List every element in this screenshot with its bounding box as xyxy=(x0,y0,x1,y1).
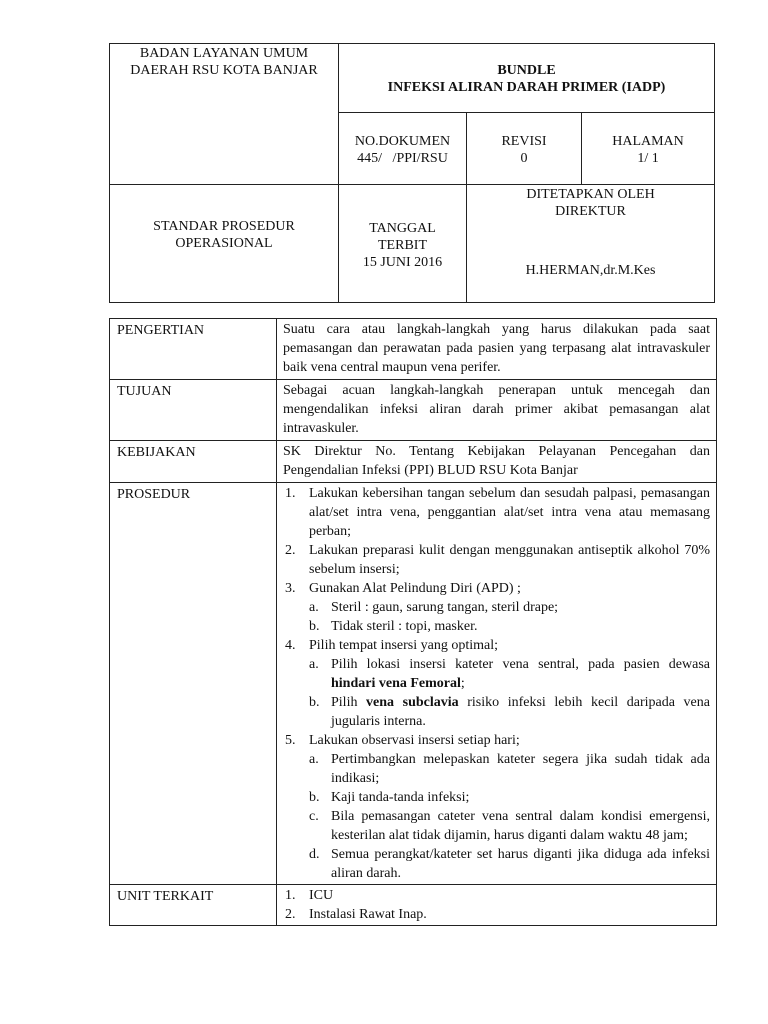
organization-cell xyxy=(110,44,339,185)
sop-content-table xyxy=(109,318,717,926)
table-row xyxy=(110,380,717,441)
sub-step-text-end: risiko infeksi lebih kecil daripada vena jugularis interna. xyxy=(331,695,710,729)
page-number-label: HALAMAN xyxy=(612,134,684,149)
table-row xyxy=(110,319,717,380)
pengertian-label: PENGERTIAN xyxy=(110,319,277,380)
unit-name: Instalasi Rawat Inap. xyxy=(309,907,427,922)
sub-step-text: Semua perangkat/kateter set harus diganti jika diduga ada infeksi aliran darah. xyxy=(331,847,710,881)
sop-title-line1: STANDAR PROSEDUR xyxy=(153,219,295,234)
list-item xyxy=(309,845,710,883)
sop-title-line2: OPERASIONAL xyxy=(175,236,273,251)
organization-name-line2: DAERAH RSU KOTA BANJAR xyxy=(130,63,318,78)
sub-step-letter: c. xyxy=(309,809,319,824)
revision-cell xyxy=(467,113,582,185)
issue-date-label-line1: TANGGAL xyxy=(369,221,436,236)
tujuan-label: TUJUAN xyxy=(110,380,277,441)
unit-number: 1. xyxy=(285,888,296,903)
sub-list xyxy=(309,655,710,731)
list-item xyxy=(309,655,710,693)
step-text: Lakukan kebersihan tangan sebelum dan sesudah palpasi, pemasangan alat/set intra vena, penggantian alat/set intra vena atau memasang perban; xyxy=(309,486,710,539)
step-number: 5. xyxy=(285,733,296,748)
sub-step-text: Pilih xyxy=(331,695,367,710)
document-title-cell xyxy=(339,44,715,113)
sub-step-letter: a. xyxy=(309,657,319,672)
list-item xyxy=(309,807,710,845)
organization-name-line1: BADAN LAYANAN UMUM xyxy=(139,46,309,61)
step-text: Pilih tempat insersi yang optimal; xyxy=(309,638,498,653)
unit-terkait-list-cell xyxy=(277,885,717,926)
kebijakan-label: KEBIJAKAN xyxy=(110,441,277,483)
sub-step-text: Bila pemasangan cateter vena sentral dalam kondisi emergensi, kesterilan alat tidak dijamin, harus diganti dalam waktu 48 jam; xyxy=(331,809,710,843)
document-title-line2: INFEKSI ALIRAN DARAH PRIMER (IADP) xyxy=(387,80,666,95)
signer-name: H.HERMAN,dr.M.Kes xyxy=(525,263,656,278)
table-row xyxy=(110,885,717,926)
issue-date-value: 15 JUNI 2016 xyxy=(362,255,443,270)
sub-step-text: Pertimbangkan melepaskan kateter segera jika sudah tidak ada indikasi; xyxy=(331,752,710,786)
list-item xyxy=(283,484,710,541)
sub-step-text-end: ; xyxy=(460,676,465,691)
prosedur-label: PROSEDUR xyxy=(110,483,277,885)
issue-date-cell xyxy=(339,185,467,303)
page-number-cell xyxy=(582,113,715,185)
document-number-cell xyxy=(339,113,467,185)
approved-by-line2: DIREKTUR xyxy=(555,204,626,219)
list-item xyxy=(283,905,710,924)
step-number: 2. xyxy=(285,543,296,558)
list-item xyxy=(283,541,710,579)
approval-cell xyxy=(467,185,715,303)
step-text: Lakukan observasi insersi setiap hari; xyxy=(309,733,520,748)
prosedur-steps xyxy=(277,483,717,885)
revision-label: REVISI xyxy=(501,134,547,149)
sub-list xyxy=(309,750,710,883)
emphasis-text: hindari vena Femoral xyxy=(331,676,461,691)
sub-step-letter: a. xyxy=(309,752,319,767)
sub-list xyxy=(309,598,710,636)
kebijakan-text: SK Direktur No. Tentang Kebijakan Pelayanan Pencegahan dan Pengendalian Infeksi (PPI) BLUD RSU Kota Banjar xyxy=(277,441,717,483)
list-item xyxy=(309,598,710,617)
step-number: 4. xyxy=(285,638,296,653)
issue-date-label-line2: TERBIT xyxy=(378,238,427,253)
list-item xyxy=(309,617,710,636)
tujuan-text: Sebagai acuan langkah-langkah penerapan untuk mencegah dan mengendalikan infeksi aliran darah primer akibat pemasangan alat intravaskuler. xyxy=(277,380,717,441)
step-text: Gunakan Alat Pelindung Diri (APD) ; xyxy=(309,581,521,596)
step-number: 3. xyxy=(285,581,296,596)
list-item xyxy=(283,886,710,905)
list-item xyxy=(283,579,710,636)
revision-value: 0 xyxy=(520,151,528,166)
sub-step-text: Pilih lokasi insersi kateter vena sentral, pada pasien dewasa xyxy=(331,657,710,672)
sub-step-letter: d. xyxy=(309,847,320,862)
document-title-line1: BUNDLE xyxy=(497,63,556,78)
procedure-list xyxy=(283,484,710,883)
unit-name: ICU xyxy=(309,888,334,903)
table-row xyxy=(110,483,717,885)
sub-step-letter: b. xyxy=(309,695,320,710)
sop-cell xyxy=(110,185,339,303)
list-item xyxy=(309,788,710,807)
sub-step-text: Kaji tanda-tanda infeksi; xyxy=(331,790,470,805)
emphasis-text: vena subclavia xyxy=(366,695,459,710)
list-item xyxy=(283,731,710,883)
sub-step-text: Steril : gaun, sarung tangan, steril drape; xyxy=(331,600,559,615)
document-header-table xyxy=(109,43,715,303)
unit-list xyxy=(283,886,710,924)
page-number-value: 1/ 1 xyxy=(637,151,659,166)
unit-number: 2. xyxy=(285,907,296,922)
sub-step-text: Tidak steril : topi, masker. xyxy=(331,619,478,634)
list-item xyxy=(309,750,710,788)
step-number: 1. xyxy=(285,486,296,501)
unit-terkait-label: UNIT TERKAIT xyxy=(110,885,277,926)
sub-step-letter: b. xyxy=(309,619,320,634)
sub-step-letter: a. xyxy=(309,600,319,615)
step-text: Lakukan preparasi kulit dengan menggunakan antiseptik alkohol 70% sebelum insersi; xyxy=(309,543,710,577)
sub-step-letter: b. xyxy=(309,790,320,805)
pengertian-text: Suatu cara atau langkah-langkah yang harus dilakukan pada saat pemasangan dan perawatan pada pasien yang terpasang alat intravaskuler baik vena central maupun vena perifer. xyxy=(277,319,717,380)
approved-by-line1: DITETAPKAN OLEH xyxy=(526,187,655,202)
table-row xyxy=(110,441,717,483)
list-item xyxy=(309,693,710,731)
list-item xyxy=(283,636,710,731)
document-number-value: 445/ /PPI/RSU xyxy=(357,151,448,166)
document-number-label: NO.DOKUMEN xyxy=(354,134,451,149)
